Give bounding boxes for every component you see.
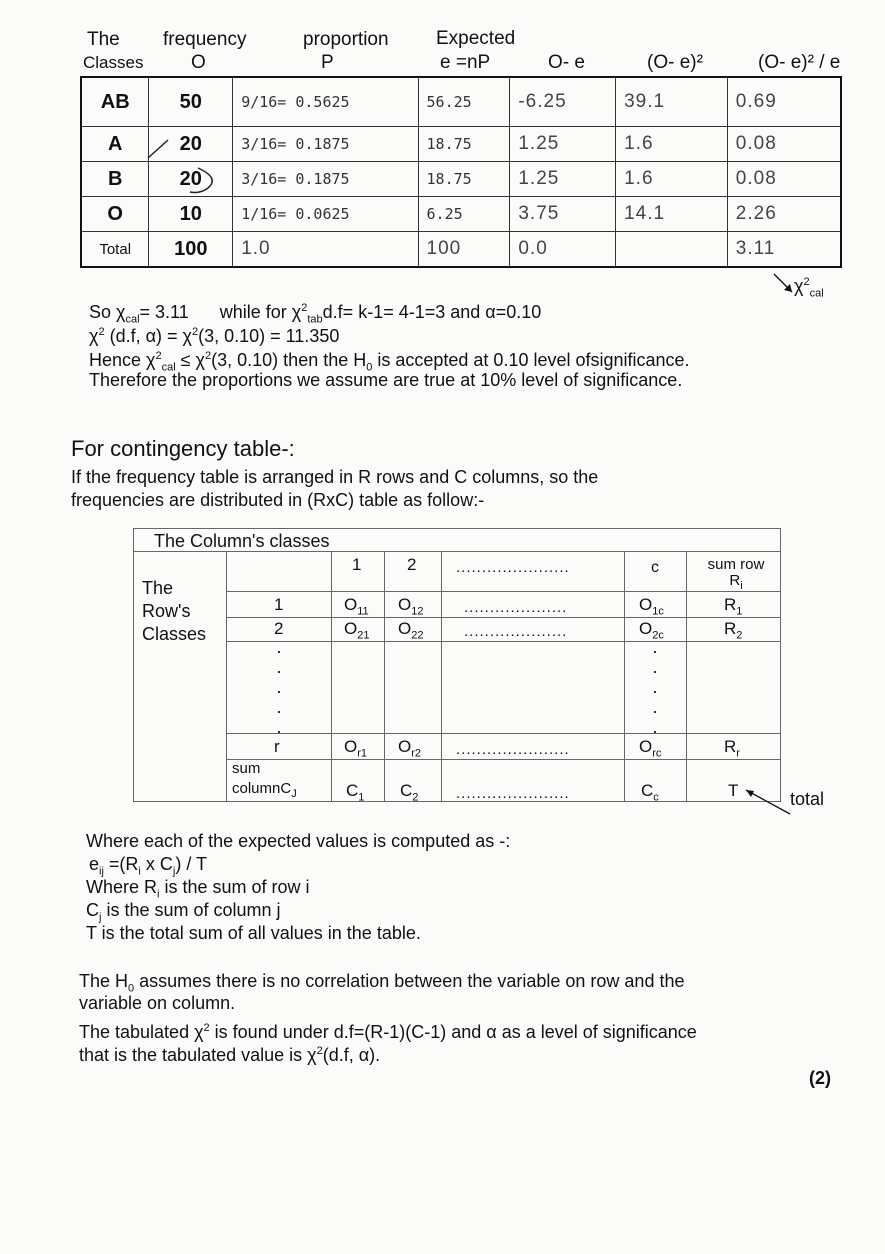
cell-expected: 100 <box>418 232 510 268</box>
vertical-dots: · · · · · <box>276 641 282 741</box>
cell-o-minus-e-squared: 1.6 <box>616 127 728 162</box>
header-proportion-top: proportion <box>303 29 389 50</box>
cell-o-minus-e: -6.25 <box>510 77 616 127</box>
chi-cal-annotation: $\chi^2_{cal}$ <box>794 276 824 300</box>
rc-table-title: The Column's classes <box>154 531 330 551</box>
expected-line-4: $C_j$ is the sum of column j <box>86 900 281 924</box>
expected-formula: $e_{ij} =(R_i$ x $C_j$) / T <box>89 854 208 878</box>
row-classes-label: The Row's Classes <box>142 578 207 644</box>
table-row-total <box>81 232 841 268</box>
cell-dots: .................... <box>464 599 568 616</box>
cell-c2: $C_2$ <box>400 781 419 804</box>
cell-o12: $O_{12}$ <box>398 595 424 618</box>
cell-frequency: 20 <box>149 127 233 162</box>
cell-r1: $R_1$ <box>724 595 743 618</box>
cell-or2: $O_{r2}$ <box>398 737 422 760</box>
cell-class: A <box>81 127 149 162</box>
cell-o11: $O_{11}$ <box>344 595 369 618</box>
cell-o1c: $O_{1c}$ <box>639 595 664 618</box>
section-heading: For contingency table-: <box>71 436 295 461</box>
row-index-2: 2 <box>274 619 284 638</box>
arrow-icon <box>742 782 794 816</box>
cell-expected: 18.75 <box>418 162 510 197</box>
cell-o-minus-e-squared <box>616 232 728 268</box>
result-line-1: So $\chi_{cal}= 3.11$ while for $\chi^2_{tab}d.f= k-1= 4-1=3$ and α=0.10 <box>89 302 542 326</box>
header-o-minus-e: O- e <box>548 52 585 73</box>
header-expected-bottom: e =nP <box>440 52 491 73</box>
cell-o-minus-e-squared: 14.1 <box>616 197 728 232</box>
col-header-c: c <box>651 559 659 576</box>
cell-or1: $O_{r1}$ <box>344 737 368 760</box>
header-o-minus-e-squared: (O- e)² <box>647 52 703 73</box>
cell-o-minus-e: 1.25 <box>510 162 616 197</box>
cell-proportion: 3/16= 0.1875 <box>233 127 418 162</box>
table-row <box>81 197 841 232</box>
header-classes-top: The <box>87 29 120 50</box>
vertical-dots: · · · · · <box>652 641 658 741</box>
cell-proportion: 9/16= 0.5625 <box>233 77 418 127</box>
divider <box>134 551 780 552</box>
cell-o-minus-e: 1.25 <box>510 127 616 162</box>
cell-orc: $O_{rc}$ <box>639 737 662 760</box>
divider <box>384 551 385 801</box>
cell-ratio: 0.69 <box>727 77 841 127</box>
header-expected-top: Expected <box>436 28 516 49</box>
header-ratio: (O- e)² / e <box>758 52 841 73</box>
cell-o-minus-e: 3.75 <box>510 197 616 232</box>
cell-ratio: 3.11 <box>727 232 841 268</box>
col-header-2: 2 <box>407 555 417 574</box>
cell-o22: $O_{22}$ <box>398 619 424 642</box>
total-label: total <box>790 789 825 809</box>
divider <box>226 759 780 760</box>
header-classes-bottom: Classes <box>83 53 144 72</box>
result-line-3: Hence $\chi^2_{cal} \le \chi^2(3$, 0.10) then the $H_0$ is accepted at 0.10 level ofsignificance. <box>89 350 690 374</box>
divider <box>226 641 780 642</box>
cell-dots: ...................... <box>456 741 570 758</box>
cell-o2c: $O_{2c}$ <box>639 619 664 642</box>
cell-class: O <box>81 197 149 232</box>
header-frequency-bottom: O <box>191 52 206 73</box>
page-number: (2) <box>809 1068 831 1088</box>
cell-frequency: 100 <box>149 232 233 268</box>
cell-r2: $R_2$ <box>724 619 743 642</box>
intro-line-1: If the frequency table is arranged in R rows and C columns, so the <box>71 467 599 487</box>
col-header-dots: ...................... <box>456 559 570 576</box>
row-index-r: r <box>274 737 280 756</box>
cell-o-minus-e-squared: 39.1 <box>616 77 728 127</box>
cell-cc: $C_c$ <box>641 781 659 804</box>
divider <box>226 551 227 801</box>
cell-class: Total <box>81 232 149 268</box>
cell-dots: .................... <box>464 623 568 640</box>
divider <box>226 617 780 618</box>
cell-ratio: 0.08 <box>727 162 841 197</box>
col-header-1: 1 <box>352 555 362 574</box>
cell-rr: $R_r$ <box>724 737 740 760</box>
expected-line-1: Where each of the expected values is computed as -: <box>86 831 511 851</box>
cell-expected: 18.75 <box>418 127 510 162</box>
divider <box>226 733 780 734</box>
cell-o-minus-e: 0.0 <box>510 232 616 268</box>
header-proportion-bottom: P <box>321 52 334 73</box>
row-index-1: 1 <box>274 595 284 614</box>
cell-expected: 56.25 <box>418 77 510 127</box>
result-line-4: Therefore the proportions we assume are true at 10% level of significance. <box>89 370 683 390</box>
cell-class: AB <box>81 77 149 127</box>
divider <box>441 551 442 801</box>
divider <box>686 551 687 801</box>
hypothesis-line-4: that is the tabulated value is $\chi^2(d.f$, α). <box>79 1045 381 1065</box>
hypothesis-line-2: variable on column. <box>79 993 236 1013</box>
cell-total-t: T <box>728 781 739 800</box>
cell-o-minus-e-squared: 1.6 <box>616 162 728 197</box>
cell-frequency: 10 <box>149 197 233 232</box>
cell-ratio: 0.08 <box>727 127 841 162</box>
divider <box>624 551 625 801</box>
hypothesis-line-1: The $H_0$ assumes there is no correlation between the variable on row and the <box>79 971 685 995</box>
cell-proportion: 1.0 <box>233 232 418 268</box>
expected-line-5: T is the total sum of all values in the table. <box>86 923 421 943</box>
divider <box>331 551 332 801</box>
cell-frequency: 50 <box>149 77 233 127</box>
header-frequency-top: frequency <box>163 29 247 50</box>
cell-o21: $O_{21}$ <box>344 619 370 642</box>
cell-ratio: 2.26 <box>727 197 841 232</box>
cell-proportion: 3/16= 0.1875 <box>233 162 418 197</box>
sum-row-header: sum row $R_i$ <box>707 556 765 592</box>
cell-frequency: 20 <box>149 162 233 197</box>
intro-line-2: frequencies are distributed in (RxC) table as follow:- <box>71 490 485 510</box>
rc-table <box>133 528 781 802</box>
cell-dots: ...................... <box>456 785 570 802</box>
table-row <box>81 77 841 127</box>
hypothesis-line-3: The tabulated $\chi^2$ is found under d.f=(R-1)(C-1) and α as a level of significance <box>79 1022 697 1042</box>
cell-class: B <box>81 162 149 197</box>
cell-expected: 6.25 <box>418 197 510 232</box>
cell-c1: $C_1$ <box>346 781 365 804</box>
expected-line-3: Where $R_i$ is the sum of row i <box>86 877 310 901</box>
cell-proportion: 1/16= 0.0625 <box>233 197 418 232</box>
result-line-2: $\chi^2$ (d.f, $\alpha) = \chi^2(3$, 0.10) = 11.350 <box>89 326 340 346</box>
sum-column-label: sum columnC$_J$ <box>232 760 297 800</box>
handwritten-bracket <box>140 128 230 198</box>
